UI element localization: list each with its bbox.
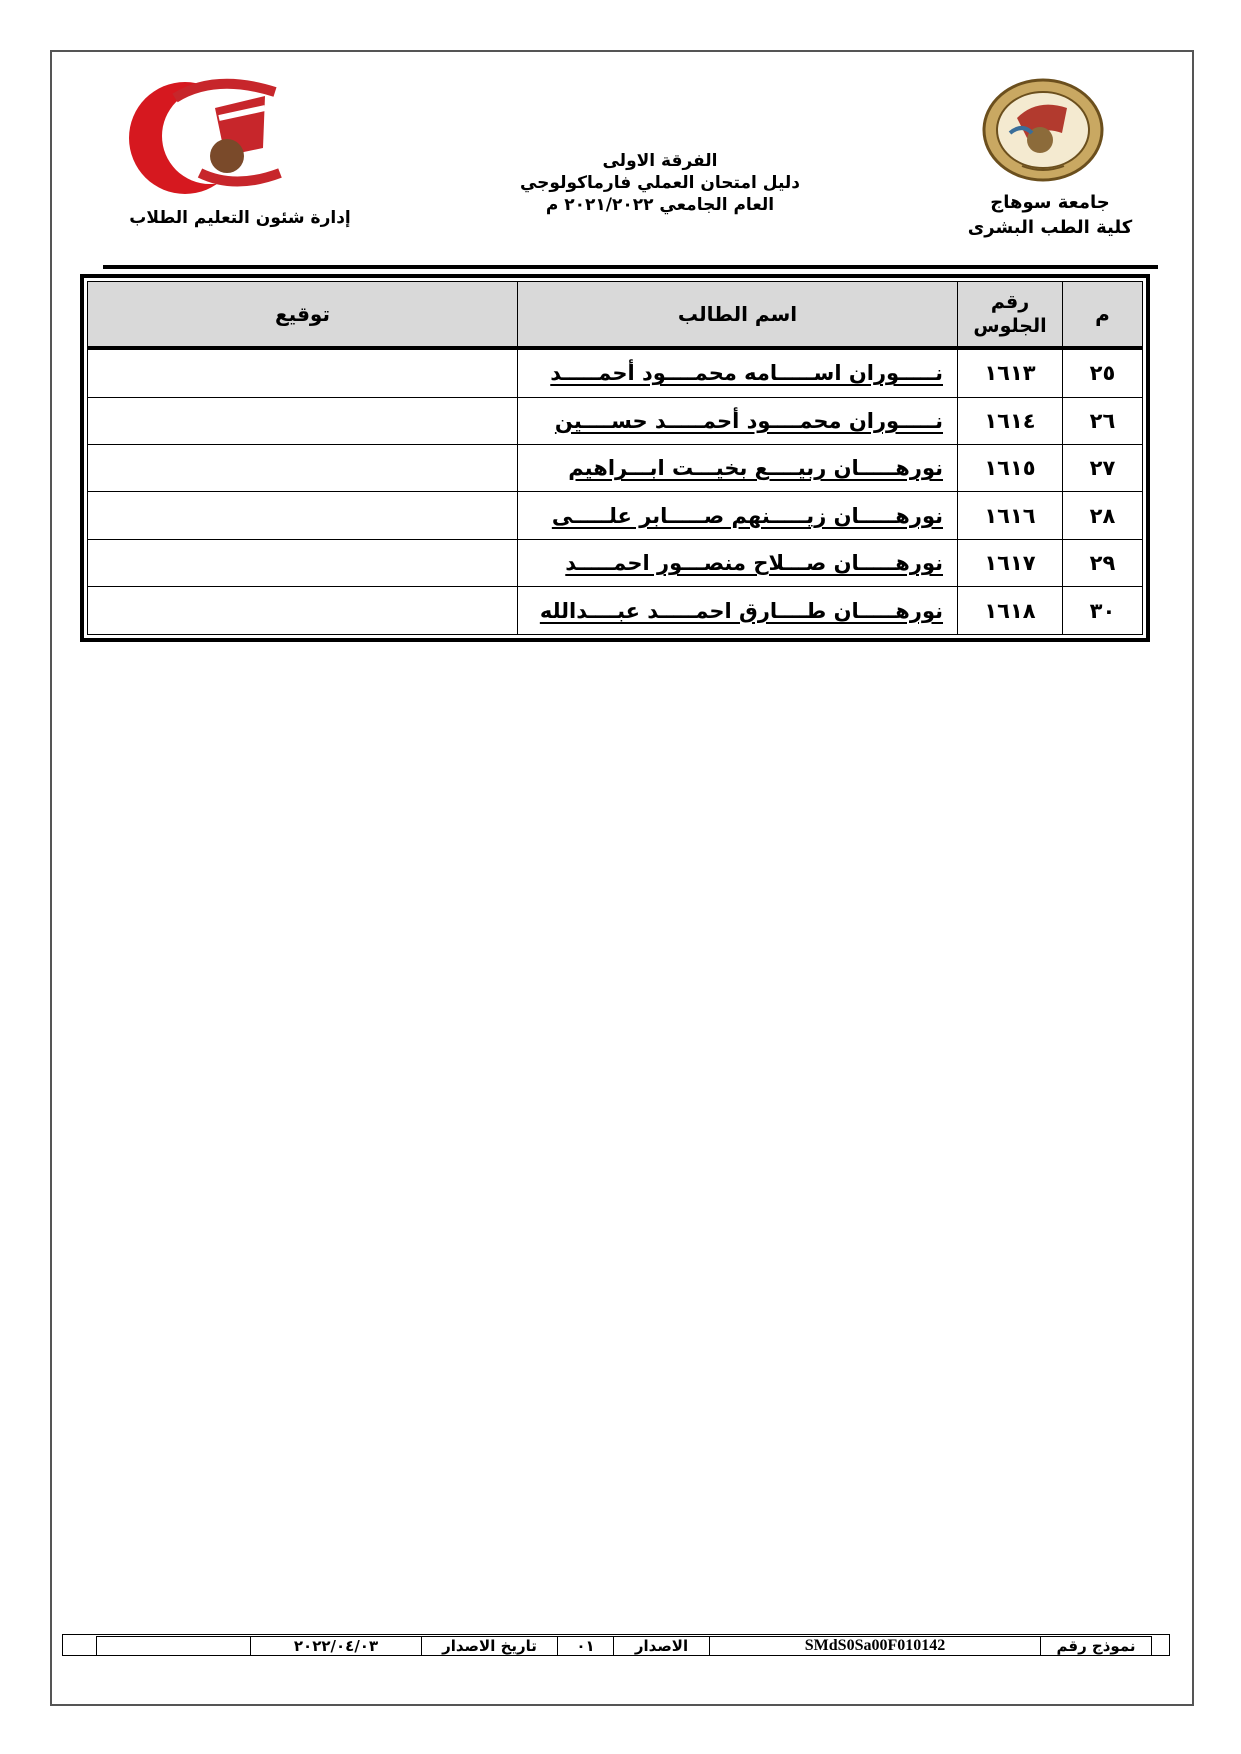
university-name-block — [950, 190, 1150, 240]
title-academic-year: العام الجامعي ٢٠٢١/٢٠٢٢ م — [545, 195, 775, 215]
title-year-group: الفرقة الاولى — [602, 151, 718, 171]
university-name: جامعة سوهاج — [990, 192, 1110, 213]
table-row — [88, 587, 1143, 635]
issue-value: ٠١ — [557, 1637, 613, 1655]
university-seal-logo — [982, 78, 1104, 182]
row-seat-number: ١٦١٧ — [958, 539, 1063, 586]
issue-date-label: تاريخ الاصدار — [421, 1637, 557, 1655]
header-index: م — [1063, 282, 1143, 349]
row-index: ٢٧ — [1063, 444, 1143, 491]
row-student-name: نورهـــــان زيـــــنهم صـــــابر علـــــى — [518, 492, 958, 539]
row-signature — [88, 492, 518, 539]
row-signature — [88, 397, 518, 444]
table-row — [88, 348, 1143, 397]
row-signature — [88, 539, 518, 586]
document-title — [480, 150, 840, 216]
row-student-name: نـــــوران اســـــامه محمــــود أحمـــــد — [518, 348, 958, 397]
row-index: ٣٠ — [1063, 587, 1143, 635]
row-seat-number: ١٦١٨ — [958, 587, 1063, 635]
form-number-label: نموذج رقم — [1040, 1637, 1151, 1655]
row-seat-number: ١٦١٣ — [958, 348, 1063, 397]
table-row — [88, 492, 1143, 539]
row-index: ٢٨ — [1063, 492, 1143, 539]
row-seat-number: ١٦١٤ — [958, 397, 1063, 444]
row-seat-number: ١٦١٦ — [958, 492, 1063, 539]
issue-date-value: ٢٠٢٢/٠٤/٠٣ — [250, 1637, 421, 1655]
table-row — [88, 397, 1143, 444]
title-exam-guide: دليل امتحان العملي فارماكولوجي — [519, 173, 800, 193]
table-row — [88, 539, 1143, 586]
header-signature: توقيع — [88, 282, 518, 349]
header-divider — [103, 265, 1158, 269]
row-student-name: نـــــوران محمــــود أحمـــــد حســــين — [518, 397, 958, 444]
row-seat-number: ١٦١٥ — [958, 444, 1063, 491]
row-signature — [88, 348, 518, 397]
header-student-name: اسم الطالب — [518, 282, 958, 349]
form-number-value: SMdS0Sa00F010142 — [709, 1637, 1040, 1655]
row-student-name: نورهـــــان ربيــــع بخيـــت ابـــراهيم — [518, 444, 958, 491]
form-footer — [62, 1634, 1170, 1656]
department-name: إدارة شئون التعليم الطلاب — [129, 208, 351, 228]
faculty-name: كلية الطب البشرى — [967, 217, 1133, 238]
faculty-medicine-logo — [115, 78, 310, 196]
footer-blank-cell — [97, 1637, 250, 1655]
table-row — [88, 444, 1143, 491]
issue-label: الاصدار — [613, 1637, 709, 1655]
row-index: ٢٩ — [1063, 539, 1143, 586]
row-signature — [88, 444, 518, 491]
row-index: ٢٦ — [1063, 397, 1143, 444]
table-header-row — [88, 282, 1143, 349]
row-index: ٢٥ — [1063, 348, 1143, 397]
students-table-frame — [80, 274, 1150, 642]
row-signature — [88, 587, 518, 635]
students-table — [87, 281, 1143, 635]
footer-fields — [96, 1636, 1152, 1656]
row-student-name: نورهـــــان صـــلاح منصـــور احمـــــد — [518, 539, 958, 586]
header-seat-number: رقم الجلوس — [958, 282, 1063, 349]
row-student-name: نورهـــــان طــــارق احمـــــد عبــــدالله — [518, 587, 958, 635]
